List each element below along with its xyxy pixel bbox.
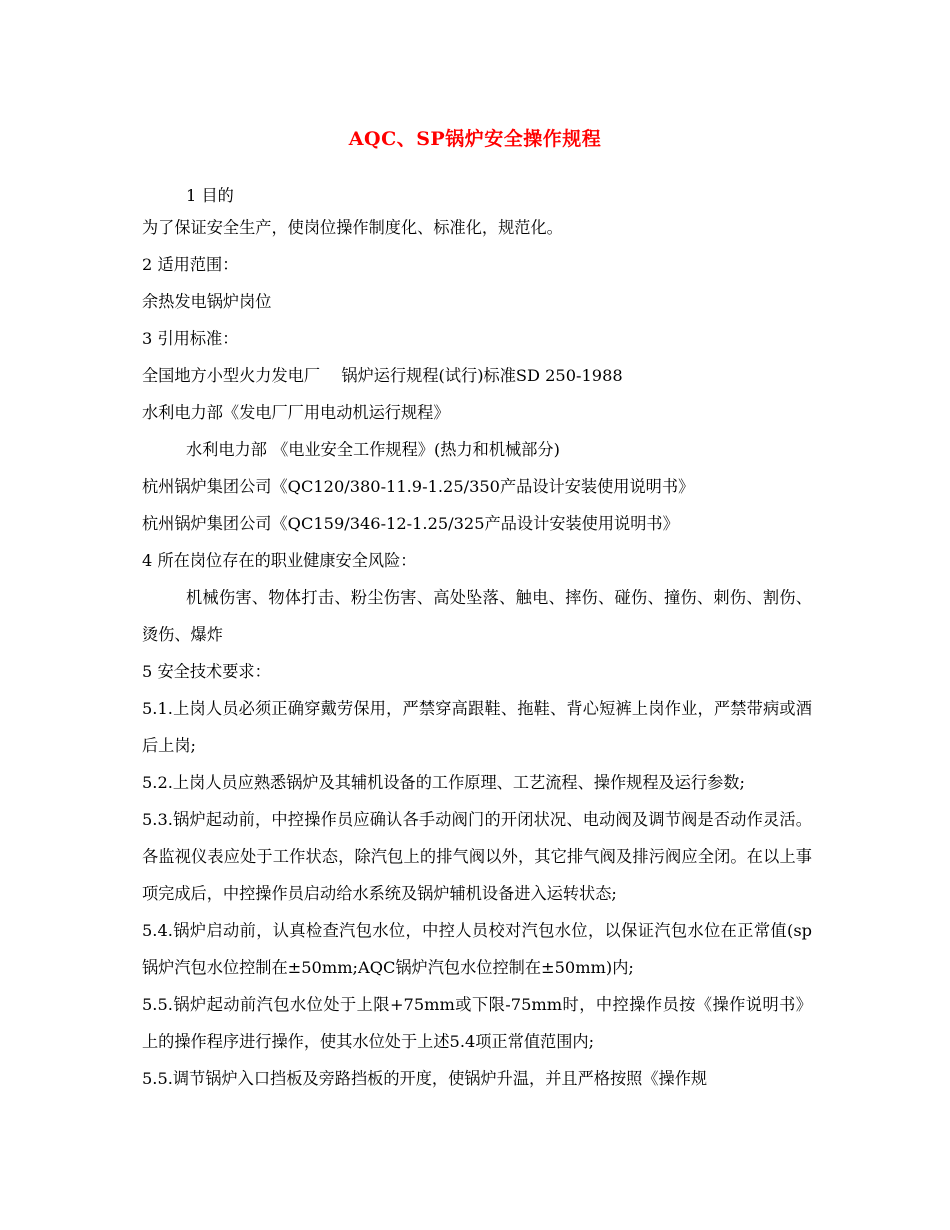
- reference-2: 水利电力部《发电厂厂用电动机运行规程》: [142, 403, 450, 422]
- document-body: [142, 182, 812, 1097]
- reference-1: 全国地方小型火力发电厂 锅炉运行规程(试行)标准SD 250-1988: [142, 366, 623, 385]
- reference-4: 杭州锅炉集团公司《QC120/380-11.9-1.25/350产品设计安装使用说明书》: [142, 477, 695, 496]
- item-5-4: 5.4.锅炉启动前，认真检查汽包水位，中控人员校对汽包水位，以保证汽包水位在正常值(sp锅炉汽包水位控制在±50mm;AQC锅炉汽包水位控制在±50mm)内;: [142, 921, 812, 977]
- section-2-heading: 2 适用范围：: [142, 255, 239, 274]
- section-3-heading: 3 引用标准：: [142, 329, 239, 348]
- item-5-1: 5.1.上岗人员必须正确穿戴劳保用，严禁穿高跟鞋、拖鞋、背心短裤上岗作业，严禁带病或酒后上岗;: [142, 699, 812, 755]
- section-1-heading: 1 目的: [186, 186, 234, 205]
- section-4-heading: 4 所在岗位存在的职业健康安全风险：: [142, 551, 417, 570]
- item-5-5b: 5.5.调节锅炉入口挡板及旁路挡板的开度，使锅炉升温，并且严格按照《操作规: [142, 1069, 708, 1088]
- section-4-text: 机械伤害、物体打击、粉尘伤害、高处坠落、触电、摔伤、碰伤、撞伤、刺伤、割伤、烫伤、爆炸: [142, 588, 812, 644]
- section-5-heading: 5 安全技术要求：: [142, 662, 271, 681]
- item-5-2: 5.2.上岗人员应熟悉锅炉及其辅机设备的工作原理、工艺流程、操作规程及运行参数;: [142, 773, 745, 792]
- reference-5: 杭州锅炉集团公司《QC159/346-12-1.25/325产品设计安装使用说明书》: [142, 514, 679, 533]
- reference-3: 水利电力部 《电业安全工作规程》(热力和机械部分): [186, 440, 560, 459]
- document-title: AQC、SP锅炉安全操作规程: [348, 128, 602, 150]
- section-1-text: 为了保证安全生产，使岗位操作制度化、标准化，规范化。: [142, 218, 563, 237]
- item-5-5a: 5.5.锅炉起动前汽包水位处于上限+75mm或下限-75mm时，中控操作员按《操作说明书》上的操作程序进行操作，使其水位处于上述5.4项正常值范围内;: [142, 995, 812, 1051]
- item-5-3: 5.3.锅炉起动前，中控操作员应确认各手动阀门的开闭状况、电动阀及调节阀是否动作灵活。各监视仪表应处于工作状态，除汽包上的排气阀以外，其它排气阀及排污阀应全闭。在以上事项完成后，中控操作员启动给水系统及锅炉辅机设备进入运转状态;: [142, 810, 812, 903]
- section-2-text: 余热发电锅炉岗位: [142, 292, 272, 311]
